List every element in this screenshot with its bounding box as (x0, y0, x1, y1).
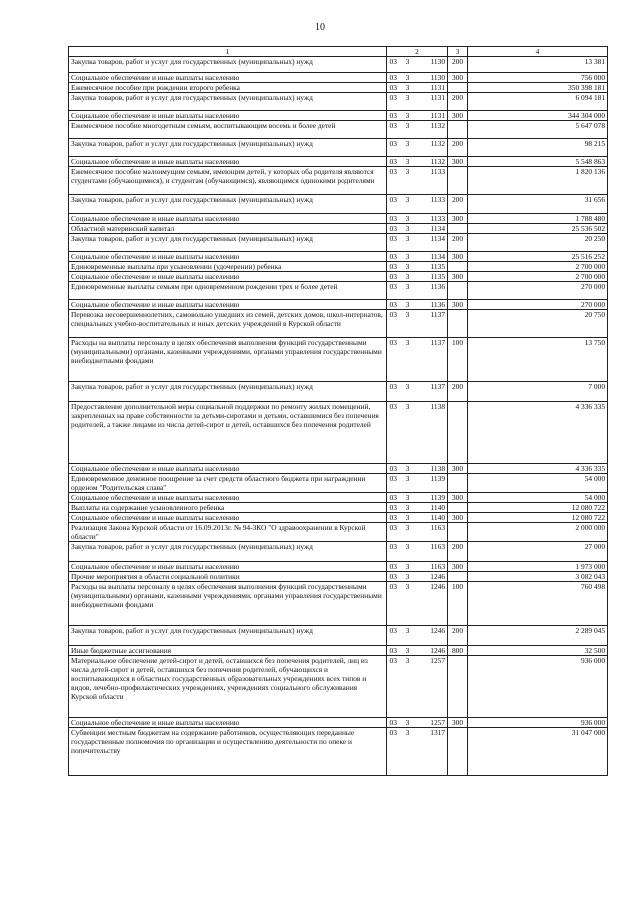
row-amount: 31 656 (468, 195, 608, 214)
row-expense-type: 200 (448, 195, 468, 214)
row-name: Областной материнский капитал (69, 224, 387, 234)
row-amount: 32 500 (468, 646, 608, 656)
row-code-section: 03 (387, 493, 400, 503)
row-expense-type (448, 167, 468, 195)
row-code-article: 1132 (416, 139, 448, 157)
row-code-section: 03 (387, 300, 400, 310)
row-name: Субвенции местным бюджетам на содержание работников, осуществляющих переданные государственные полномочия по организации и осуществлению деятельности по опеке и попечительству (69, 728, 387, 776)
row-code-section: 03 (387, 464, 400, 474)
table-row (69, 646, 608, 656)
row-code-subsection: 3 (400, 718, 416, 728)
table-row (69, 57, 608, 73)
row-code-subsection: 3 (400, 474, 416, 493)
table-row (69, 382, 608, 402)
row-amount: 12 080 722 (468, 513, 608, 523)
header-col-1: 1 (69, 47, 387, 57)
row-code-section: 03 (387, 214, 400, 224)
row-code-subsection: 3 (400, 562, 416, 572)
table-row (69, 464, 608, 474)
table-row (69, 493, 608, 503)
table-row (69, 582, 608, 626)
row-code-article: 1139 (416, 493, 448, 503)
row-code-article: 1246 (416, 646, 448, 656)
row-name: Социальное обеспечение и иные выплаты населению (69, 214, 387, 224)
table-row (69, 195, 608, 214)
row-name: Социальное обеспечение и иные выплаты населению (69, 513, 387, 523)
table-row (69, 139, 608, 157)
row-expense-type: 300 (448, 157, 468, 167)
table-row (69, 474, 608, 493)
row-code-section: 03 (387, 57, 400, 73)
row-code-subsection: 3 (400, 234, 416, 252)
row-code-subsection: 3 (400, 73, 416, 83)
row-amount: 27 000 (468, 542, 608, 562)
row-code-section: 03 (387, 272, 400, 282)
row-code-subsection: 3 (400, 464, 416, 474)
row-code-article: 1131 (416, 83, 448, 93)
row-code-article: 1163 (416, 542, 448, 562)
table-row (69, 252, 608, 262)
row-expense-type: 300 (448, 513, 468, 523)
row-amount: 20 750 (468, 310, 608, 338)
row-expense-type: 200 (448, 57, 468, 73)
row-code-article: 1130 (416, 57, 448, 73)
row-name: Реализация Закона Курской области от 16.09.2013г. № 94-ЗКО "О здравоохранении в Курской области" (69, 523, 387, 542)
header-col-2: 2 (387, 47, 448, 57)
row-code-subsection: 3 (400, 338, 416, 382)
row-code-subsection: 3 (400, 728, 416, 776)
table-row (69, 282, 608, 300)
row-amount: 31 047 000 (468, 728, 608, 776)
row-code-section: 03 (387, 83, 400, 93)
row-amount: 1 788 480 (468, 214, 608, 224)
row-expense-type (448, 523, 468, 542)
table-row (69, 83, 608, 93)
row-name: Социальное обеспечение и иные выплаты населению (69, 73, 387, 83)
row-name: Закупка товаров, работ и услуг для государственных (муниципальных) нужд (69, 57, 387, 73)
row-code-article: 1163 (416, 523, 448, 542)
row-amount: 936 000 (468, 656, 608, 718)
row-code-subsection: 3 (400, 656, 416, 718)
row-name: Социальное обеспечение и иные выплаты населению (69, 300, 387, 310)
row-expense-type: 800 (448, 646, 468, 656)
table-row (69, 402, 608, 464)
row-code-subsection: 3 (400, 139, 416, 157)
row-code-subsection: 3 (400, 93, 416, 111)
row-name: Расходы на выплаты персоналу в целях обеспечения выполнения функций государственными (муниципальными) органами, казенными учреждениями, органами управления государственными внебюджетными фондами (69, 582, 387, 626)
row-expense-type: 300 (448, 464, 468, 474)
row-code-subsection: 3 (400, 513, 416, 523)
row-amount: 12 080 722 (468, 503, 608, 513)
row-amount: 5 647 078 (468, 121, 608, 139)
row-code-article: 1133 (416, 167, 448, 195)
row-amount: 344 304 000 (468, 111, 608, 121)
row-code-section: 03 (387, 93, 400, 111)
row-code-subsection: 3 (400, 214, 416, 224)
row-code-article: 1132 (416, 157, 448, 167)
row-name: Иные бюджетные ассигнования (69, 646, 387, 656)
row-amount: 7 000 (468, 382, 608, 402)
row-code-section: 03 (387, 474, 400, 493)
row-amount: 2 289 045 (468, 626, 608, 646)
row-amount: 270 000 (468, 282, 608, 300)
row-amount: 1 820 136 (468, 167, 608, 195)
table-row (69, 542, 608, 562)
row-code-article: 1137 (416, 338, 448, 382)
row-amount: 20 250 (468, 234, 608, 252)
row-code-section: 03 (387, 262, 400, 272)
row-name: Закупка товаров, работ и услуг для государственных (муниципальных) нужд (69, 382, 387, 402)
row-code-article: 1134 (416, 234, 448, 252)
row-amount: 54 000 (468, 474, 608, 493)
row-code-subsection: 3 (400, 646, 416, 656)
row-amount: 13 750 (468, 338, 608, 382)
row-code-section: 03 (387, 562, 400, 572)
row-code-article: 1136 (416, 282, 448, 300)
row-name: Ежемесячное пособие малоимущим семьям, имеющим детей, у которых оба родителя являются студентами (обучающимися), и студентам (обучающимся), являющимся одинокими родителями (69, 167, 387, 195)
table-row (69, 167, 608, 195)
row-name: Социальное обеспечение и иные выплаты населению (69, 111, 387, 121)
row-expense-type: 100 (448, 582, 468, 626)
row-name: Единовременные выплаты при усыновлении (удочерении) ребенка (69, 262, 387, 272)
row-expense-type: 300 (448, 214, 468, 224)
row-name: Единовременное денежное поощрение за счет средств областного бюджета при награждении орденом "Родительская слава" (69, 474, 387, 493)
row-code-subsection: 3 (400, 493, 416, 503)
table-row (69, 513, 608, 523)
row-name: Социальное обеспечение и иные выплаты населению (69, 272, 387, 282)
row-code-article: 1131 (416, 111, 448, 121)
row-code-section: 03 (387, 224, 400, 234)
row-code-section: 03 (387, 582, 400, 626)
row-code-article: 1140 (416, 503, 448, 513)
row-code-article: 1317 (416, 728, 448, 776)
row-expense-type (448, 503, 468, 513)
row-expense-type: 100 (448, 338, 468, 382)
row-expense-type (448, 474, 468, 493)
row-code-subsection: 3 (400, 195, 416, 214)
row-expense-type (448, 310, 468, 338)
row-code-section: 03 (387, 338, 400, 382)
row-code-article: 1138 (416, 402, 448, 464)
row-code-article: 1246 (416, 626, 448, 646)
row-amount: 54 000 (468, 493, 608, 503)
row-name: Предоставление дополнительной меры социальной поддержки по ремонту жилых помещений, закрепленных на праве собственности за детьми-сиротами и детьми, оставшимися без попечения родителей, а также лицами из числа детей-сирот и детей, оставшихся без попечения родителей (69, 402, 387, 464)
table-row (69, 626, 608, 646)
row-expense-type: 300 (448, 493, 468, 503)
row-amount: 2 000 000 (468, 523, 608, 542)
row-expense-type: 200 (448, 234, 468, 252)
row-code-article: 1246 (416, 572, 448, 582)
header-col-4: 4 (468, 47, 608, 57)
row-code-subsection: 3 (400, 157, 416, 167)
row-code-article: 1257 (416, 656, 448, 718)
row-code-article: 1132 (416, 121, 448, 139)
table-row (69, 272, 608, 282)
row-code-section: 03 (387, 382, 400, 402)
row-code-section: 03 (387, 718, 400, 728)
row-code-subsection: 3 (400, 402, 416, 464)
row-amount: 98 215 (468, 139, 608, 157)
row-name: Единовременные выплаты семьям при одновременном рождении трех и более детей (69, 282, 387, 300)
row-code-subsection: 3 (400, 582, 416, 626)
row-code-section: 03 (387, 503, 400, 513)
row-expense-type: 200 (448, 93, 468, 111)
row-code-article: 1137 (416, 382, 448, 402)
row-name: Перевозка несовершеннолетних, самовольно ушедших из семей, детских домов, школ-интернатов, специальных учебно-воспитательных и иных детских учреждений в Курской области (69, 310, 387, 338)
row-amount: 270 000 (468, 300, 608, 310)
row-name: Закупка товаров, работ и услуг для государственных (муниципальных) нужд (69, 195, 387, 214)
row-code-section: 03 (387, 121, 400, 139)
row-code-article: 1138 (416, 464, 448, 474)
row-code-subsection: 3 (400, 83, 416, 93)
row-code-section: 03 (387, 626, 400, 646)
row-expense-type: 300 (448, 562, 468, 572)
row-code-section: 03 (387, 73, 400, 83)
row-expense-type (448, 282, 468, 300)
row-expense-type: 300 (448, 111, 468, 121)
row-name: Ежемесячное пособие при рождении второго ребенка (69, 83, 387, 93)
row-code-section: 03 (387, 111, 400, 121)
row-code-subsection: 3 (400, 310, 416, 338)
row-code-subsection: 3 (400, 523, 416, 542)
row-code-article: 1133 (416, 214, 448, 224)
row-code-subsection: 3 (400, 57, 416, 73)
row-code-section: 03 (387, 728, 400, 776)
row-expense-type: 200 (448, 626, 468, 646)
row-code-article: 1140 (416, 513, 448, 523)
row-code-subsection: 3 (400, 503, 416, 513)
row-amount: 25 516 252 (468, 252, 608, 262)
row-code-section: 03 (387, 402, 400, 464)
row-code-section: 03 (387, 252, 400, 262)
table-row (69, 93, 608, 111)
row-amount: 2 700 000 (468, 262, 608, 272)
row-code-subsection: 3 (400, 262, 416, 272)
row-expense-type: 300 (448, 73, 468, 83)
row-code-subsection: 3 (400, 224, 416, 234)
row-expense-type (448, 121, 468, 139)
row-expense-type: 200 (448, 542, 468, 562)
row-code-subsection: 3 (400, 542, 416, 562)
row-code-article: 1137 (416, 310, 448, 338)
row-name: Социальное обеспечение и иные выплаты населению (69, 493, 387, 503)
table-row (69, 262, 608, 272)
row-amount: 3 082 043 (468, 572, 608, 582)
row-code-section: 03 (387, 513, 400, 523)
row-code-section: 03 (387, 523, 400, 542)
row-code-article: 1134 (416, 252, 448, 262)
row-code-article: 1130 (416, 73, 448, 83)
row-name: Расходы на выплаты персоналу в целях обеспечения выполнения функций государственными (муниципальными) органами, казенными учреждениями, органами управления государственными внебюджетными фондами (69, 338, 387, 382)
row-code-subsection: 3 (400, 382, 416, 402)
row-name: Закупка товаров, работ и услуг для государственных (муниципальных) нужд (69, 234, 387, 252)
table-row (69, 572, 608, 582)
row-name: Закупка товаров, работ и услуг для государственных (муниципальных) нужд (69, 626, 387, 646)
row-expense-type: 300 (448, 252, 468, 262)
row-amount: 13 381 (468, 57, 608, 73)
header-col-3: 3 (448, 47, 468, 57)
row-code-section: 03 (387, 542, 400, 562)
row-code-section: 03 (387, 310, 400, 338)
row-code-article: 1257 (416, 718, 448, 728)
row-expense-type (448, 83, 468, 93)
row-name: Закупка товаров, работ и услуг для государственных (муниципальных) нужд (69, 139, 387, 157)
table-row (69, 300, 608, 310)
row-expense-type (448, 262, 468, 272)
table-row (69, 224, 608, 234)
row-expense-type: 200 (448, 139, 468, 157)
table-row (69, 656, 608, 718)
row-amount: 4 336 335 (468, 464, 608, 474)
row-code-article: 1136 (416, 300, 448, 310)
row-amount: 25 536 502 (468, 224, 608, 234)
table-row (69, 157, 608, 167)
table-row (69, 718, 608, 728)
row-code-article: 1131 (416, 93, 448, 111)
row-code-article: 1134 (416, 224, 448, 234)
row-expense-type: 300 (448, 272, 468, 282)
row-code-article: 1139 (416, 474, 448, 493)
table-row (69, 310, 608, 338)
table-row (69, 121, 608, 139)
row-name: Закупка товаров, работ и услуг для государственных (муниципальных) нужд (69, 542, 387, 562)
row-code-article: 1163 (416, 562, 448, 572)
row-code-subsection: 3 (400, 121, 416, 139)
row-code-section: 03 (387, 234, 400, 252)
row-code-subsection: 3 (400, 300, 416, 310)
row-code-section: 03 (387, 195, 400, 214)
row-name: Ежемесячное пособие многодетным семьям, воспитывающим восемь и более детей (69, 121, 387, 139)
row-code-subsection: 3 (400, 111, 416, 121)
table-row (69, 111, 608, 121)
row-code-subsection: 3 (400, 626, 416, 646)
row-code-section: 03 (387, 139, 400, 157)
table-row (69, 503, 608, 513)
row-code-section: 03 (387, 167, 400, 195)
row-code-section: 03 (387, 572, 400, 582)
row-name: Социальное обеспечение и иные выплаты населению (69, 562, 387, 572)
row-code-subsection: 3 (400, 572, 416, 582)
budget-table (68, 46, 608, 776)
row-amount: 4 336 335 (468, 402, 608, 464)
row-amount: 350 398 181 (468, 83, 608, 93)
row-expense-type: 200 (448, 382, 468, 402)
row-amount: 936 000 (468, 718, 608, 728)
header-row (69, 47, 608, 57)
table-row (69, 234, 608, 252)
row-name: Социальное обеспечение и иные выплаты населению (69, 718, 387, 728)
row-name: Социальное обеспечение и иные выплаты населению (69, 157, 387, 167)
row-amount: 760 498 (468, 582, 608, 626)
row-expense-type (448, 224, 468, 234)
row-code-section: 03 (387, 646, 400, 656)
page-number: 10 (315, 22, 325, 33)
row-code-subsection: 3 (400, 282, 416, 300)
row-name: Прочие мероприятия в области социальной политики (69, 572, 387, 582)
row-expense-type: 300 (448, 718, 468, 728)
row-expense-type (448, 728, 468, 776)
row-code-subsection: 3 (400, 252, 416, 262)
row-amount: 756 000 (468, 73, 608, 83)
table-body (69, 57, 608, 776)
row-name: Материальное обеспечение детей-сирот и детей, оставшихся без попечения родителей, лиц из числа детей-сирот и детей, оставшихся без попечения родителей, обучающихся и воспитывающихся в областных государственных образовательных учреждениях всех типов и видов, лечебно-профилактических учреждениях, учреждениях социального обслуживания Курской области (69, 656, 387, 718)
table-row (69, 728, 608, 776)
row-expense-type (448, 572, 468, 582)
row-expense-type: 300 (448, 300, 468, 310)
row-code-section: 03 (387, 656, 400, 718)
table-row (69, 562, 608, 572)
row-code-article: 1246 (416, 582, 448, 626)
row-name: Социальное обеспечение и иные выплаты населению (69, 464, 387, 474)
table-row (69, 73, 608, 83)
row-amount: 6 094 181 (468, 93, 608, 111)
row-amount: 1 973 000 (468, 562, 608, 572)
row-code-section: 03 (387, 157, 400, 167)
row-name: Социальное обеспечение и иные выплаты населению (69, 252, 387, 262)
row-name: Закупка товаров, работ и услуг для государственных (муниципальных) нужд (69, 93, 387, 111)
table-row (69, 338, 608, 382)
row-code-subsection: 3 (400, 167, 416, 195)
row-expense-type (448, 656, 468, 718)
table-row (69, 214, 608, 224)
row-amount: 2 700 000 (468, 272, 608, 282)
row-expense-type (448, 402, 468, 464)
row-code-article: 1135 (416, 262, 448, 272)
row-code-subsection: 3 (400, 272, 416, 282)
table-row (69, 523, 608, 542)
row-name: Выплаты на содержание усыновленного ребенка (69, 503, 387, 513)
row-code-article: 1133 (416, 195, 448, 214)
row-code-section: 03 (387, 282, 400, 300)
row-code-article: 1135 (416, 272, 448, 282)
row-amount: 5 548 863 (468, 157, 608, 167)
